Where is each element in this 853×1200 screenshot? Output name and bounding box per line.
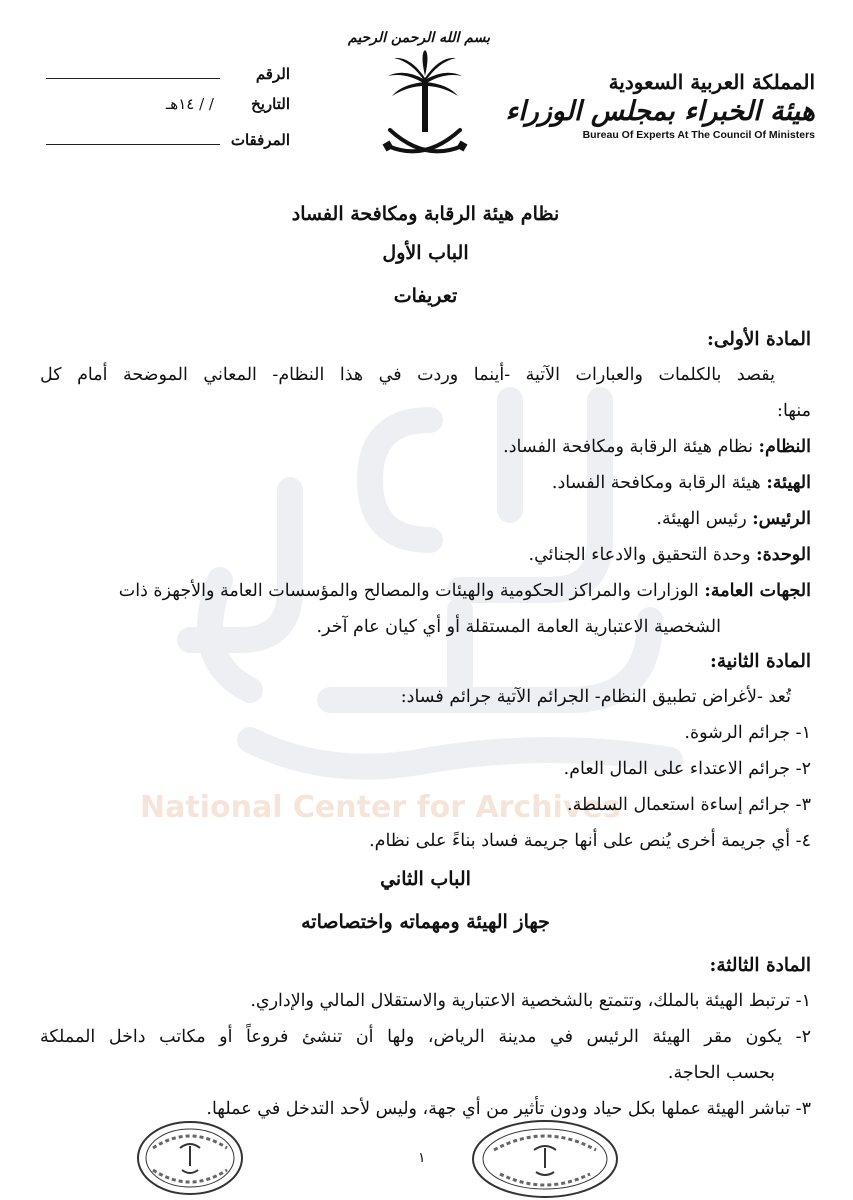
page-number: ١	[418, 1150, 426, 1166]
number-row	[40, 62, 290, 95]
article-three-heading: المادة الثالثة:	[709, 955, 811, 976]
definition-text: هيئة الرقابة ومكافحة الفساد.	[551, 473, 767, 493]
definition-text: نظام هيئة الرقابة ومكافحة الفساد.	[503, 437, 759, 457]
definition-public-entities-cont: الشخصية الاعتبارية العامة المستقلة أو أي كيان عام آخر.	[316, 617, 721, 637]
issuer-block	[505, 70, 815, 141]
definition-authority	[40, 465, 811, 501]
definition-term: الرئيس:	[752, 509, 811, 529]
bureau-name-english: Bureau Of Experts At The Council Of Ministers	[582, 129, 815, 141]
article-one-heading: المادة الأولى:	[707, 329, 811, 350]
bureau-stamp-seal	[135, 1118, 245, 1198]
watermark-text: National Center for Archives	[140, 790, 621, 825]
list-item: ٤- أي جريمة أخرى يُنص على أنها جريمة فساد بناءً على نظام.	[369, 831, 811, 851]
list-item-cont: بحسب الحاجة.	[667, 1063, 775, 1083]
part-two-title: جهاز الهيئة ومهماته واختصاصاته	[301, 911, 550, 933]
attachments-row	[40, 128, 290, 161]
article-one-text: يقصد بالكلمات والعبارات الآتية -أينما وردت في هذا النظام- المعاني الموضحة أمام كل	[40, 365, 775, 385]
header-emblem-block	[348, 30, 490, 169]
definition-text: وحدة التحقيق والادعاء الجنائي.	[528, 545, 757, 565]
part-two-heading: الباب الثاني	[380, 868, 471, 890]
document-meta	[40, 62, 290, 161]
definition-public-entities	[40, 573, 811, 609]
palm-and-swords-emblem-icon	[380, 50, 470, 165]
definition-text: الوزارات والمراكز الحكومية والهيئات والمصالح والمؤسسات العامة والأجهزة ذات	[118, 581, 705, 601]
definition-term: الوحدة:	[756, 545, 811, 565]
kingdom-name: المملكة العربية السعودية	[608, 70, 815, 94]
attachments-line	[46, 128, 220, 145]
definition-unit	[40, 537, 811, 573]
number-line	[46, 62, 220, 79]
definition-president	[40, 501, 811, 537]
definition-system	[40, 429, 811, 465]
definition-term: الجهات العامة:	[704, 581, 811, 601]
number-label: الرقم	[255, 65, 290, 83]
law-title: نظام هيئة الرقابة ومكافحة الفساد	[291, 203, 560, 225]
date-row	[40, 95, 290, 128]
part-one-title: تعريفات	[393, 285, 458, 307]
list-item: ٣- تباشر الهيئة عملها بكل حياد ودون تأثير من أي جهة، وليس لأحد التدخل في عملها.	[206, 1099, 811, 1119]
definition-term: النظام:	[758, 437, 811, 457]
date-value: / / ١٤هـ	[165, 95, 214, 113]
list-item: ١- جرائم الرشوة.	[684, 723, 811, 743]
part-one-heading: الباب الأول	[382, 242, 469, 264]
article-one-text-cont: منها:	[777, 401, 811, 421]
bureau-name-arabic: هيئة الخبراء بمجلس الوزراء	[505, 96, 815, 127]
definition-term: الهيئة:	[766, 473, 811, 493]
basmala: بسم الله الرحمن الرحيم	[348, 30, 490, 46]
list-item: ٢- يكون مقر الهيئة الرئيس في مدينة الرياض، ولها أن تنشئ فروعاً أو مكاتب داخل المملكة	[40, 1027, 811, 1047]
list-item: ٢- جرائم الاعتداء على المال العام.	[563, 759, 811, 779]
document-body	[40, 195, 811, 1127]
list-item: ١- ترتبط الهيئة بالملك، وتتمتع بالشخصية الاعتبارية والاستقلال المالي والإداري.	[250, 991, 811, 1011]
attachments-label: المرفقات	[230, 131, 290, 149]
list-item: ٣- جرائم إساءة استعمال السلطة.	[567, 795, 811, 815]
council-stamp-seal	[470, 1118, 620, 1200]
date-label: التاريخ	[251, 95, 290, 113]
article-two-intro: تُعد -لأغراض تطبيق النظام- الجرائم الآتية جرائم فساد:	[400, 687, 791, 707]
article-two-heading: المادة الثانية:	[710, 651, 811, 672]
definition-text: رئيس الهيئة.	[656, 509, 753, 529]
